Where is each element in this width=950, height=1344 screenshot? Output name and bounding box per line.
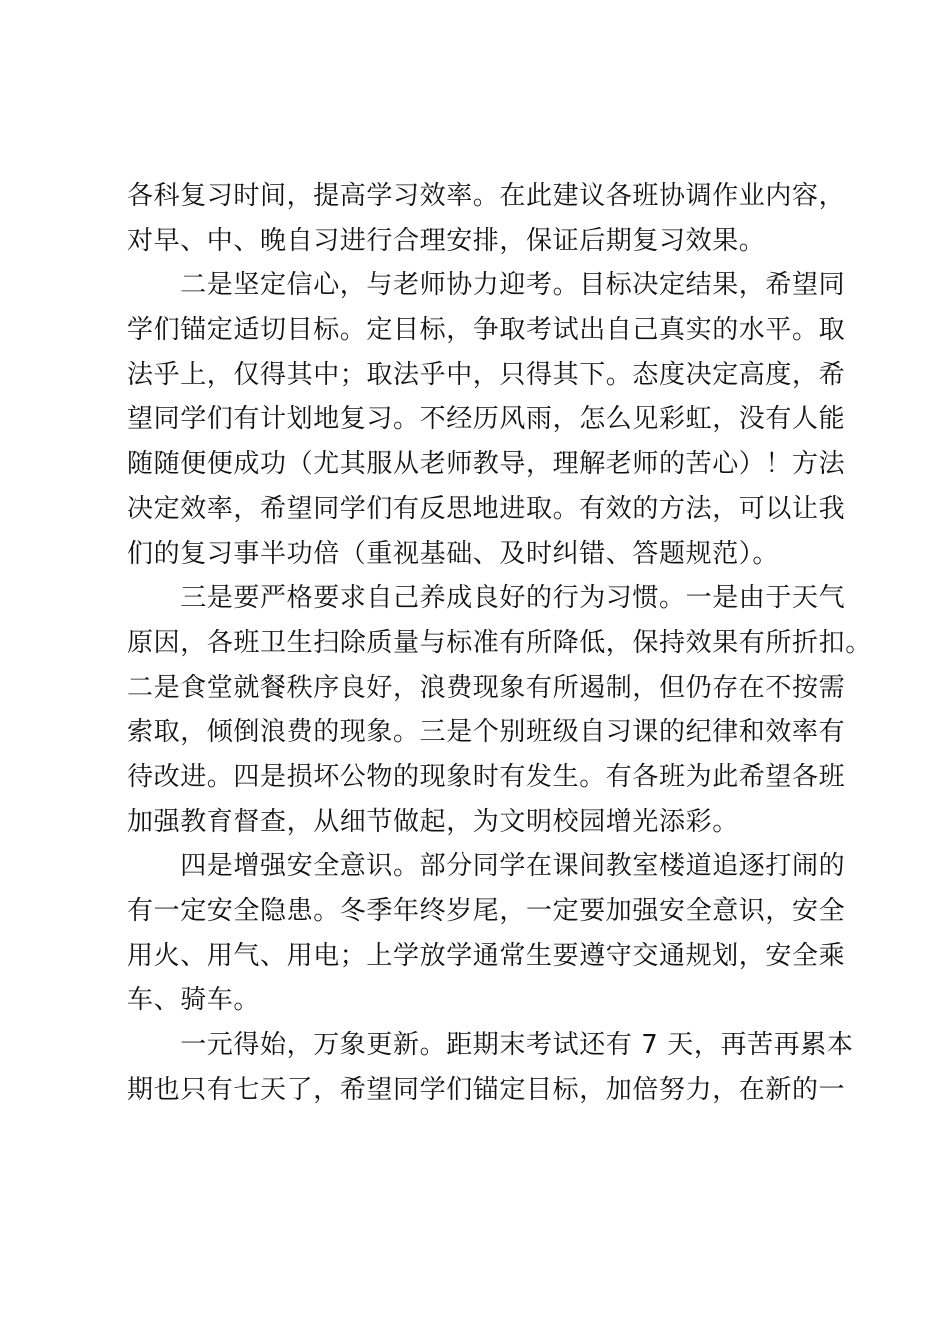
text-line-7: 随随便便成功（尤其服从老师教导，理解老师的苦心）！方法: [127, 449, 846, 480]
text-line-11: 原因，各班卫生扫除质量与标准有所降低，保持效果有所折扣。: [127, 627, 872, 658]
text-line-13: 索取，倾倒浪费的现象。三是个别班级自习课的纪律和效率有: [127, 717, 846, 748]
text-line-15: 加强教育督查，从细节做起，为文明校园增光添彩。: [127, 806, 739, 837]
text-line-20: 一元得始，万象更新。距期末考试还有 7 天，再苦再累本: [127, 1030, 854, 1061]
text-line-6: 望同学们有计划地复习。不经历风雨，怎么见彩虹，没有人能: [127, 404, 846, 435]
text-line-17: 有一定安全隐患。冬季年终岁尾，一定要加强安全意识，安全: [127, 896, 846, 926]
text-line-5: 法乎上，仅得其中；取法乎中，只得其下。态度决定高度，希: [127, 359, 846, 390]
text-line-14: 待改进。四是损坏公物的现象时有发生。有各班为此希望各班: [127, 761, 846, 792]
text-line-1: 各科复习时间，提高学习效率。在此建议各班协调作业内容，: [127, 181, 846, 211]
text-line-2: 对早、中、晚自习进行合理安排，保证后期复习效果。: [127, 225, 766, 256]
text-line-21: 期也只有七天了，希望同学们锚定目标，加倍努力，在新的一: [127, 1074, 846, 1105]
body-text: [127, 174, 872, 1112]
text-line-12: 二是食堂就餐秩序良好，浪费现象有所遏制，但仍存在不按需: [127, 672, 846, 703]
text-line-3: 二是坚定信心，与老师协力迎考。目标决定结果，希望同: [127, 270, 846, 301]
text-line-4: 学们锚定适切目标。定目标，争取考试出自己真实的水平。取: [127, 315, 846, 346]
text-line-16: 四是增强安全意识。部分同学在课间教室楼道追逐打闹的: [127, 851, 846, 882]
text-line-9: 们的复习事半功倍（重视基础、及时纠错、答题规范）。: [127, 538, 780, 569]
text-line-8: 决定效率，希望同学们有反思地进取。有效的方法，可以让我: [127, 493, 846, 524]
text-line-18: 用火、用气、用电；上学放学通常生要遵守交通规划，安全乘: [127, 940, 846, 971]
text-line-19: 车、骑车。: [127, 985, 261, 1016]
text-line-10: 三是要严格要求自己养成良好的行为习惯。一是由于天气: [127, 583, 846, 614]
